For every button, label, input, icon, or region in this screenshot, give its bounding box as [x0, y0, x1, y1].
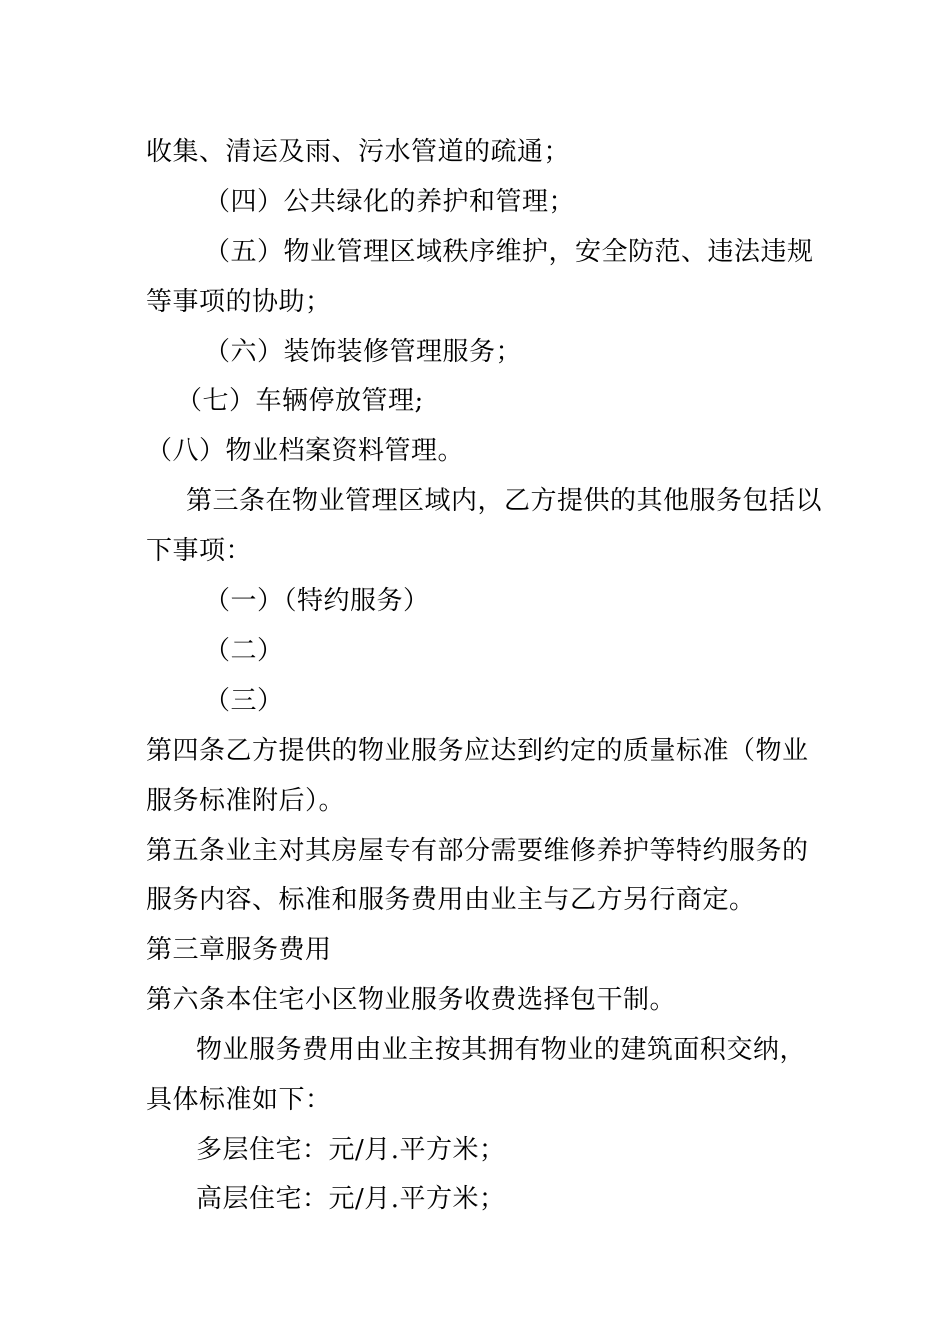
text-line-7: （八）物业档案资料管理。 — [146, 436, 465, 466]
text-line-11: （二） — [204, 636, 284, 666]
text-line-12: （三） — [204, 686, 284, 716]
text-line-16: 服务内容、标准和服务费用由业主与乙方另行商定。 — [146, 885, 756, 915]
text-line-15: 第五条业主对其房屋专有部分需要维修养护等特约服务的 — [146, 836, 809, 866]
text-line-13: 第四条乙方提供的物业服务应达到约定的质量标准（物业 — [146, 736, 809, 766]
text-line-22: 高层住宅：元/月.平方米； — [196, 1184, 506, 1214]
text-line-1: 收集、清运及雨、污水管道的疏通； — [146, 137, 571, 167]
text-line-6: （七）车辆停放管理; — [176, 386, 424, 416]
text-line-4: 等事项的协助； — [146, 287, 332, 317]
text-line-20: 具体标准如下： — [146, 1085, 332, 1115]
text-line-3: （五）物业管理区域秩序维护，安全防范、违法违规 — [204, 237, 814, 267]
text-line-2: （四）公共绿化的养护和管理； — [204, 187, 576, 217]
text-line-19: 物业服务费用由业主按其拥有物业的建筑面积交纳， — [196, 1035, 806, 1065]
text-line-18: 第六条本住宅小区物业服务收费选择包干制。 — [146, 985, 677, 1015]
text-line-21: 多层住宅：元/月.平方米； — [196, 1135, 506, 1165]
text-line-14: 服务标准附后）。 — [146, 786, 346, 816]
text-line-8: 第三条在物业管理区域内，乙方提供的其他服务包括以 — [186, 486, 823, 516]
text-line-17: 第三章服务费用 — [146, 935, 332, 965]
text-line-5: （六）装饰装修管理服务； — [204, 337, 523, 367]
text-line-10: （一）（特约服务） — [204, 586, 430, 616]
text-line-9: 下事项： — [146, 536, 253, 566]
